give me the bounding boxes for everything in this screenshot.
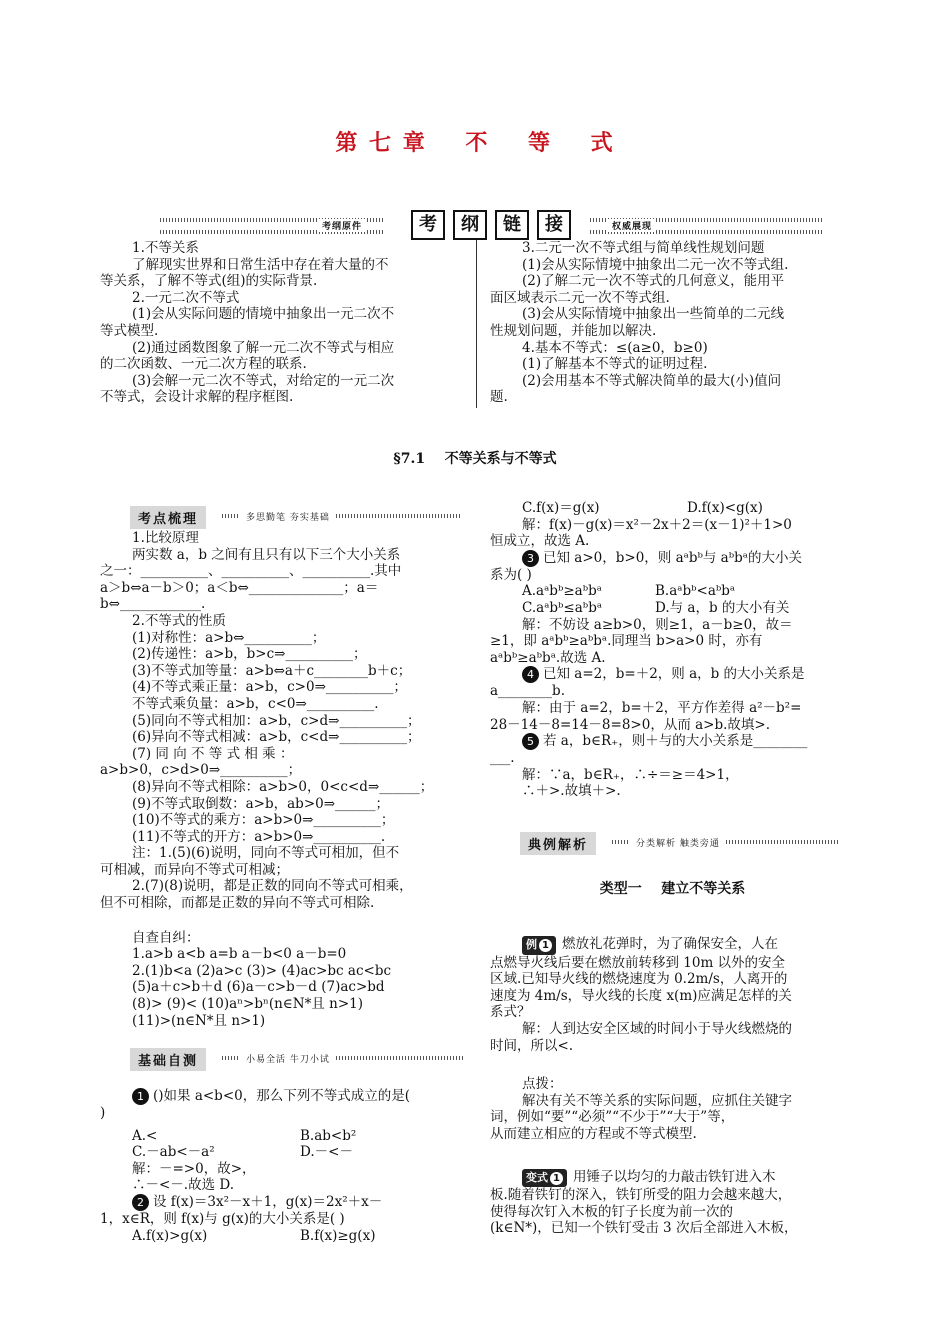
- syllabus-line: 2.一元二次不等式: [132, 289, 240, 306]
- chapter-title: 第 七 章 不 等 式: [335, 130, 615, 156]
- number-3-icon: 3: [522, 550, 539, 567]
- q4-solution: 解：由于 a=2，b=＋2，平方作差得 a²－b²=: [522, 699, 802, 716]
- kaodian-line: 可相减，而异向不等式可相减；: [100, 861, 289, 878]
- kaodian-header: [130, 506, 460, 526]
- q3-solution: 解：不妨设 a≥b>0，则≥1，a－b≥0，故＝: [522, 616, 793, 633]
- check-line: 1.a>b a<b a=b a－b<0 a－b=0: [132, 946, 347, 963]
- syllabus-line: 了解现实世界和日常生活中存在着大量的不: [132, 256, 389, 273]
- example-text: 系式？: [490, 1004, 531, 1021]
- q2-option-c: C.f(x)＝g(x): [522, 500, 600, 516]
- example-text: 燃放礼花弹时，为了确保安全，人在: [562, 936, 778, 952]
- syllabus-line: 1.不等关系: [132, 240, 199, 256]
- example-tag: 例 1: [522, 936, 556, 955]
- q4-text-2: a________b.: [490, 683, 565, 700]
- kaodian-line: 不等式乘负量：a>b，c<0⇒__________.: [132, 695, 379, 712]
- variant-text: (k∈N*)，已知一个铁钉受击 3 次后全部进入木板，: [490, 1220, 798, 1237]
- number-4-icon: 4: [522, 666, 539, 683]
- example-1: [490, 936, 855, 1237]
- kaodian-sub: 多思勤笔 夯实基础: [240, 510, 336, 523]
- q5-solution: ∴＋>.故填＋>.: [522, 783, 621, 800]
- q1-option-c: C.－ab<－a²: [132, 1144, 215, 1161]
- dianbo-title: 点拨：: [522, 1076, 563, 1093]
- kaodian-line: 之一：__________、__________、__________.其中: [100, 563, 402, 580]
- syllabus-line: (1)会从实际情境中抽象出二元一次不等式组.: [522, 256, 789, 273]
- syllabus-divider: [476, 240, 477, 408]
- q3-option-c: C.aᵃbᵇ≤aᵇbᵃ: [522, 599, 603, 616]
- kaodian-line: 2.(7)(8)说明，都是正数的同向不等式可相乘，: [132, 878, 413, 895]
- variant-text: 用锤子以均匀的力敲击铁钉进入木: [573, 1168, 776, 1185]
- kaodian-line: a>b>0，c>d>0⇒__________；: [100, 762, 302, 779]
- kaodian-line: 1.比较原理: [132, 530, 199, 546]
- kaodian-line: (2)传递性：a>b，b>c⇒__________；: [132, 646, 367, 663]
- q1-option-d: D.－<－: [300, 1144, 353, 1161]
- jichu-body: [100, 1088, 465, 1244]
- kaodian-line: (4)不等式乘正量：a>b，c>0⇒__________；: [132, 679, 407, 696]
- check-line: 2.(1)b<a (2)a>c (3)> (4)ac>bc ac<bc: [132, 962, 392, 979]
- variant-tag: 变式 1: [522, 1169, 567, 1188]
- dianbo-text: 词，例如“要”“必须”“不少于”“大于”等，: [490, 1109, 735, 1126]
- kaodian-line: (8)异向不等式相除：a>b>0，0<c<d⇒______；: [132, 778, 434, 795]
- q3-option-b: B.aᵃbᵇ<aᵇbᵃ: [655, 583, 736, 600]
- dianli-header: [520, 832, 840, 852]
- q5-text-2: ___.: [490, 750, 515, 767]
- kaodian-line: a＞b⇔a－b＞0；a＜b⇔______________；a＝: [100, 579, 379, 596]
- syllabus-right: [490, 240, 855, 406]
- syllabus-line: 等式模型.: [100, 322, 159, 339]
- number-2-icon: 2: [132, 1194, 149, 1211]
- check-line: (8)> (9)< (10)aⁿ>bⁿ(n∈N*且 n>1): [132, 996, 364, 1013]
- jichu-header: [130, 1048, 465, 1068]
- q1-solution: 解：－=>0，故>，: [132, 1160, 256, 1177]
- jichu-label: 基础自测: [130, 1048, 206, 1071]
- kaodian-label: 考点梳理: [130, 506, 206, 529]
- banner-left-label: 考纲原件: [318, 219, 366, 232]
- q3-text: 已知 a>0，b>0，则 aᵃbᵇ与 aᵇbᵃ的大小关: [543, 549, 802, 566]
- jichu-sub: 小易全活 牛刀小试: [240, 1052, 336, 1065]
- section-title: §7.1 不等关系与不等式: [393, 451, 557, 467]
- syllabus-line: (3)会从实际情境中抽象出一些简单的二元线: [522, 306, 785, 323]
- syllabus-line: (2)通过函数图象了解一元二次不等式与相应: [132, 339, 395, 356]
- type-title: 类型一 建立不等关系: [599, 881, 746, 897]
- q1-close: ): [100, 1105, 106, 1121]
- dianbo-text: 解决有关不等关系的实际问题，应抓住关键字: [522, 1092, 792, 1109]
- syllabus-line: (1)会从实际问题的情境中抽象出一元二次不: [132, 306, 395, 323]
- syllabus-line: (1)了解基本不等式的证明过程.: [522, 356, 708, 373]
- dianbo-text: 从而建立相应的方程或不等式模型.: [490, 1125, 697, 1142]
- banner-char-2: 纲: [453, 210, 487, 240]
- q2-option-a: A.f(x)>g(x): [132, 1227, 208, 1244]
- q1-option-b: B.ab<b²: [300, 1127, 357, 1144]
- q2-option-d: D.f(x)<g(x): [687, 500, 763, 516]
- number-5-icon: 5: [522, 733, 539, 750]
- kaodian-body: [100, 530, 465, 1029]
- kaodian-line: 但不可相除，而都是正数的异向不等式可相除.: [100, 895, 375, 912]
- q1-option-a: A.<: [132, 1127, 158, 1144]
- variant-text: 使得每次钉入木板的钉子长度为前一次的: [490, 1203, 733, 1220]
- variant-text: 板.随着铁钉的深入，铁钉所受的阻力会越来越大，: [490, 1187, 792, 1204]
- syllabus-line: 4.基本不等式：≤(a≥0，b≥0): [522, 339, 708, 356]
- kaodian-line: (1)对称性：a>b⇔__________；: [132, 629, 326, 646]
- q1-text: ()如果 a<b<0，那么下列不等式成立的是(: [153, 1088, 410, 1104]
- q3-text-2: 系为( ): [490, 566, 532, 583]
- q2-solution: 恒成立，故选 A.: [490, 533, 590, 550]
- q5-solution: 解：∵a，b∈R₊，∴÷＝≥＝4>1，: [522, 766, 739, 783]
- kaodian-line: (5)同向不等式相加：a>b，c>d⇒__________；: [132, 712, 421, 729]
- kaodian-line: 注：1.(5)(6)说明，同向不等式可相加，但不: [132, 845, 400, 862]
- example-text: 速度为 4m/s，导火线的长度 x(m)应满足怎样的关: [490, 987, 792, 1004]
- q2-text: 设 f(x)＝3x²－x＋1，g(x)＝2x²＋x－: [153, 1193, 383, 1210]
- kaodian-line: (6)异向不等式相减：a>b，c<d⇒__________；: [132, 729, 421, 746]
- kaodian-line: b⇔____________.: [100, 596, 206, 613]
- q3-solution: aᵃbᵇ≥aᵇbᵃ.故选 A.: [490, 649, 606, 666]
- q2-option-b: B.f(x)≥g(x): [300, 1227, 376, 1244]
- number-1-icon: 1: [132, 1088, 149, 1105]
- q4-solution: 28－14－8=14－8=8>0，从而 a>b.故填>.: [490, 716, 771, 733]
- kaodian-line: 2.不等式的性质: [132, 612, 226, 629]
- check-line: (5)a＋c>b＋d (6)a－c>b－d (7)ac>bd: [132, 979, 385, 996]
- kaodian-line: (7) 同 向 不 等 式 相 乘 ：: [132, 745, 294, 762]
- example-solution: 时间，所以<.: [490, 1037, 574, 1054]
- syllabus-line: 面区域表示二元一次不等式组.: [490, 289, 670, 306]
- dianli-label: 典例解析: [520, 832, 596, 855]
- kaodian-line: (3)不等式加等量：a>b⇔a＋c________b＋c；: [132, 662, 412, 679]
- kaodian-line: (11)不等式的开方：a>b>0⇒__________.: [132, 828, 386, 845]
- syllabus-line: 性规划问题，并能加以解决.: [490, 322, 657, 339]
- banner-char-1: 考: [411, 210, 445, 240]
- q5-text: 若 a，b∈R₊，则＋与的大小关系是________: [543, 733, 808, 750]
- syllabus-line: (3)会解一元二次不等式，对给定的一元二次: [132, 372, 395, 389]
- syllabus-line: 不等式，会设计求解的程序框图.: [100, 389, 294, 406]
- banner-char-3: 链: [495, 210, 529, 240]
- check-line: (11)>(n∈N*且 n>1): [132, 1012, 266, 1029]
- syllabus-line: (2)会用基本不等式解决简单的最大(小)值问: [522, 372, 782, 389]
- syllabus-line: 3.二元一次不等式组与简单线性规划问题: [522, 240, 765, 256]
- syllabus-left: [100, 240, 465, 406]
- q2-solution: 解：f(x)－g(x)＝x²－2x＋2＝(x－1)²＋1>0: [522, 516, 792, 533]
- q2-text-2: 1，x∈R，则 f(x)与 g(x)的大小关系是( ): [100, 1210, 345, 1227]
- example-text: 点燃导火线后要在燃放前转移到 10m 以外的安全: [490, 954, 786, 971]
- banner-right-label: 权威展现: [608, 219, 656, 232]
- dianli-sub: 分类解析 触类旁通: [630, 836, 726, 849]
- syllabus-line: (2)了解二元一次不等式的几何意义，能用平: [522, 273, 785, 290]
- right-top: [490, 500, 855, 800]
- kaodian-line: (10)不等式的乘方：a>b>0⇒__________；: [132, 812, 395, 829]
- q3-option-a: A.aᵃbᵇ≥aᵇbᵃ: [522, 583, 602, 600]
- syllabus-line: 题.: [490, 389, 508, 406]
- banner-char-4: 接: [537, 210, 571, 240]
- q4-text: 已知 a=2，b=＋2，则 a，b 的大小关系是: [543, 666, 805, 683]
- example-text: 区域.已知导火线的燃烧速度为 0.2m/s，人离开的: [490, 971, 788, 988]
- syllabus-line: 的二次函数、一元二次方程的联系.: [100, 356, 307, 373]
- kaodian-line: 两实数 a，b 之间有且只有以下三个大小关系: [132, 546, 401, 563]
- check-title: 自查自纠：: [132, 929, 200, 946]
- q3-option-d: D.与 a，b 的大小有关: [655, 599, 790, 616]
- kaodian-line: (9)不等式取倒数：a>b，ab>0⇒______；: [132, 795, 390, 812]
- q3-solution: ≥1，即 aᵃbᵇ≥aᵇbᵃ.同理当 b>a>0 时，亦有: [490, 633, 763, 650]
- example-solution: 解：人到达安全区域的时间小于导火线燃烧的: [522, 1020, 792, 1037]
- syllabus-line: 等关系，了解不等式(组)的实际背景.: [100, 273, 318, 290]
- q1-solution: ∴－<－.故选 D.: [132, 1177, 235, 1194]
